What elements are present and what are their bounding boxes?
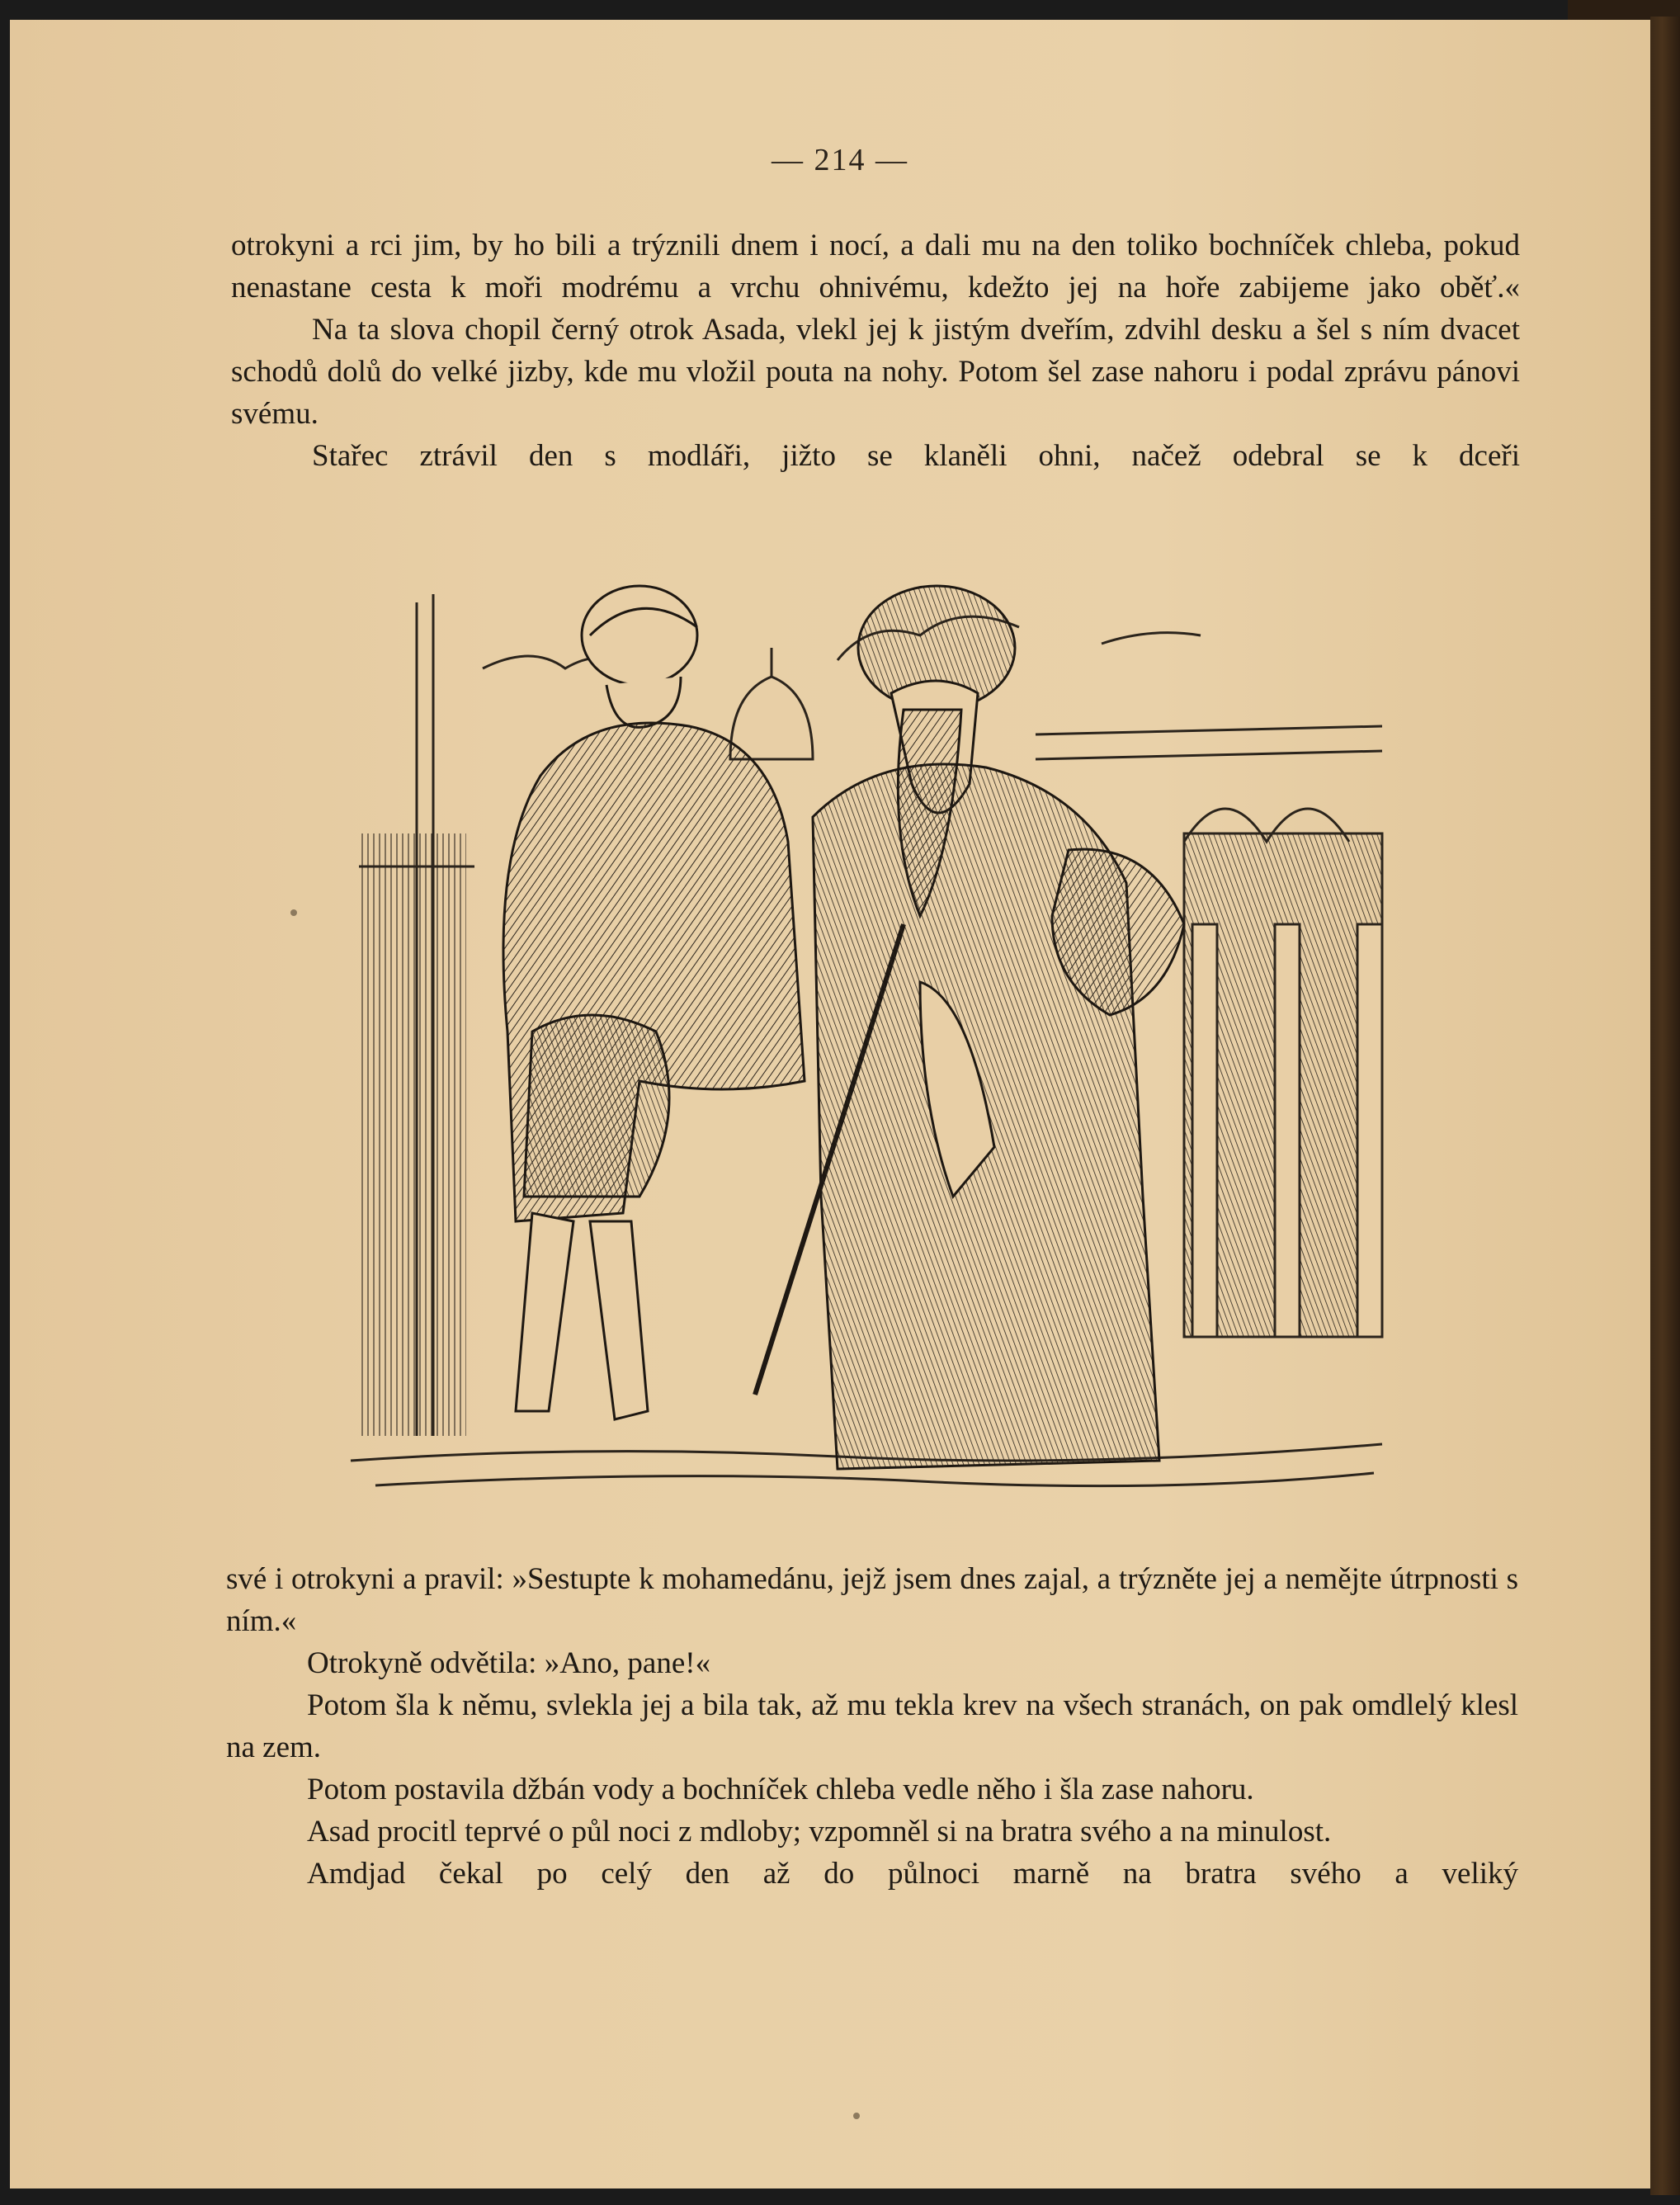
paragraph: otrokyni a rci jim, by ho bili a trýznili dnem i nocí, a dali mu na den toliko bochníček chleba, pokud nenastane cesta k moři modrému a vrchu ohnivému, kdežto jej na hoře zabijeme jako oběť.« <box>231 229 1520 305</box>
engraving-two-men-turbans <box>342 569 1390 1518</box>
paragraph: Otrokyně odvětila: »Ano, pane!« <box>307 1646 711 1680</box>
paragraph: Potom postavila džbán vody a bochníček chleba vedle něho i šla zase nahoru. <box>307 1773 1254 1806</box>
book-binding <box>1650 17 1680 2195</box>
paragraph: Potom šla k němu, svlekla jej a bila tak, až mu tekla krev na všech stranách, on pak omdlelý klesl na zem. <box>226 1688 1518 1764</box>
paper-speck <box>290 909 297 916</box>
engraving-illustration <box>342 569 1390 1518</box>
paragraph: Asad procitl teprvé o půl noci z mdloby; vzpomněl si na bratra svého a na minulost. <box>307 1815 1332 1849</box>
paragraph: Stařec ztrávil den s modláři, jižto se klaněli ohni, načež odebral se k dceři <box>312 439 1520 473</box>
paper-speck <box>853 2113 860 2119</box>
bottom-text-block <box>226 1558 1518 1895</box>
paragraph: Na ta slova chopil černý otrok Asada, vlekl jej k jistým dveřím, zdvihl desku a šel s ním dvacet schodů dolů do velké jizby, kde mu vložil pouta na nohy. Potom šel zase nahoru i podal zprávu pánovi svému. <box>231 313 1520 431</box>
paragraph: své i otrokyni a pravil: »Sestupte k mohamedánu, jejž jsem dnes zajal, a trýzněte jej a nemějte útrpnosti s ním.« <box>226 1562 1518 1638</box>
page-number: — 214 — <box>772 143 908 177</box>
paragraph: Amdjad čekal po celý den až do půlnoci marně na bratra svého a veliký <box>307 1857 1518 1891</box>
top-text-block <box>231 224 1520 477</box>
